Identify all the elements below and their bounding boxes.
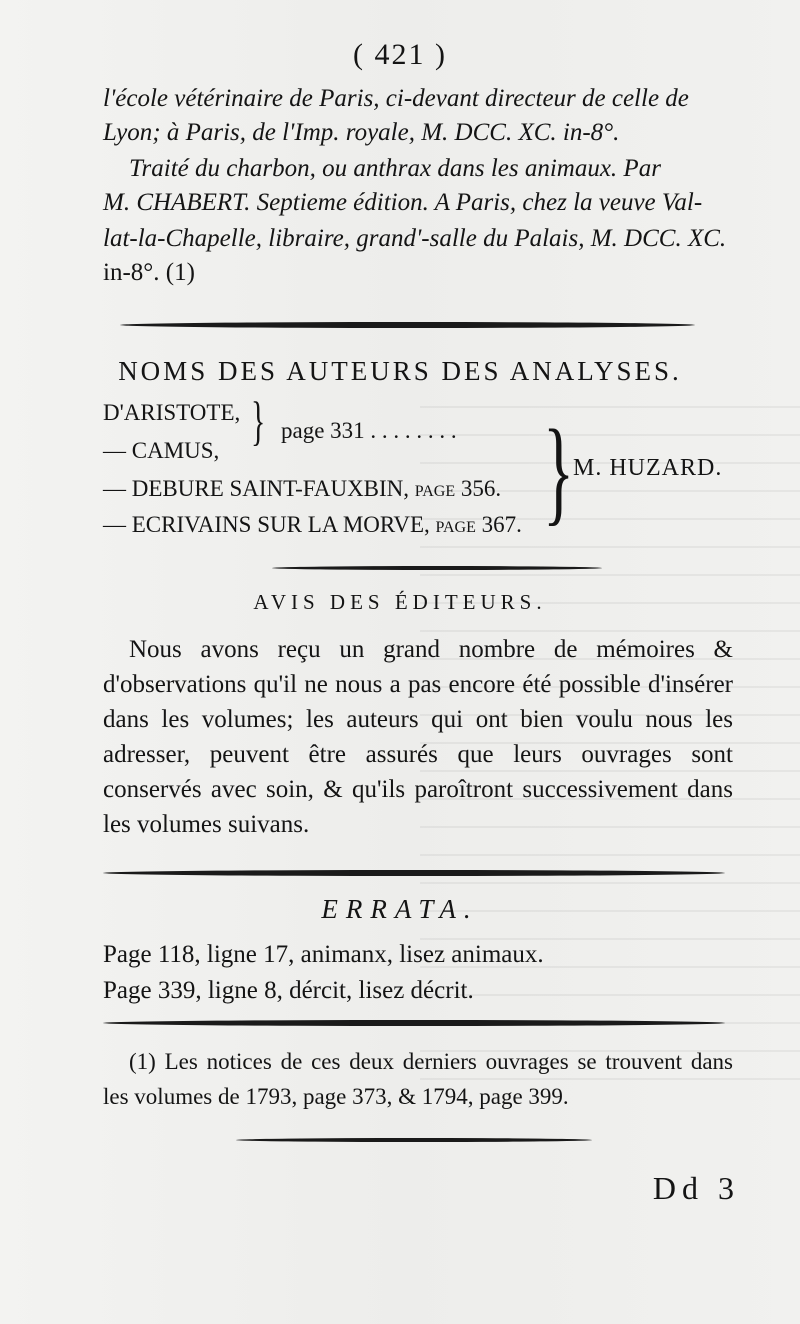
entry-line-6: in-8°. (1) (103, 259, 195, 286)
entry-line-4: M. CHABERT. Septieme édition. A Paris, chez la veuve Val- (103, 189, 703, 216)
author-debure: — DEBURE SAINT-FAUXBIN, page 356. (103, 476, 502, 501)
divider-rule-4 (103, 1020, 725, 1026)
errata-line-1: Page 118, ligne 17, animanx, lisez animaux. (103, 941, 544, 968)
large-brace: } (543, 405, 575, 536)
footnote: (1) Les notices de ces deux derniers ouvrages se trouvent dans les volumes de 1793, page 373, & 1794, page 399. (103, 1049, 733, 1109)
divider-rule-3 (103, 870, 725, 876)
authors-heading: NOMS DES AUTEURS DES ANALYSES. (118, 356, 682, 386)
entry-line-1: l'école vétérinaire de Paris, ci-devant directeur de celle de (103, 85, 689, 112)
errata-line-2: Page 339, ligne 8, dércit, lisez décrit. (103, 977, 474, 1004)
page-331: page 331 . . . . . . . . (281, 418, 457, 443)
signature-mark: Dd 3 (652, 1170, 740, 1206)
entry-line-3: Traité du charbon, ou anthrax dans les animaux. Par (129, 155, 661, 182)
author-camus: — CAMUS, (103, 438, 220, 463)
errata-heading: ERRATA. (321, 894, 479, 924)
entry-line-2: Lyon; à Paris, de l'Imp. royale, M. DCC. XC. in-8°. (103, 119, 620, 146)
entry-line-5: lat-la-Chapelle, libraire, grand'-salle du Palais, M. DCC. XC. (103, 225, 727, 252)
author-aristote: D'ARISTOTE, (103, 400, 241, 425)
divider-rule-1 (120, 322, 695, 328)
page-number: ( 421 ) (353, 38, 447, 71)
author-huzard: M. HUZARD. (573, 455, 723, 481)
author-ecrivains: — ECRIVAINS SUR LA MORVE, page 367. (103, 512, 522, 537)
avis-heading: AVIS DES ÉDITEURS. (253, 590, 547, 614)
divider-rule-2 (272, 566, 602, 570)
small-brace: } (251, 391, 266, 451)
divider-rule-5 (236, 1138, 592, 1142)
avis-paragraph: Nous avons reçu un grand nombre de mémoires & d'observations qu'il ne nous a pas encore été possible d'insérer dans les volumes; les auteurs qui ont bien voulu nous les adresser, peuvent être assurés que leurs ouvrages sont conservés avec soin, & qu'ils paroîtront successivement dans les volumes suivans. (103, 636, 733, 838)
